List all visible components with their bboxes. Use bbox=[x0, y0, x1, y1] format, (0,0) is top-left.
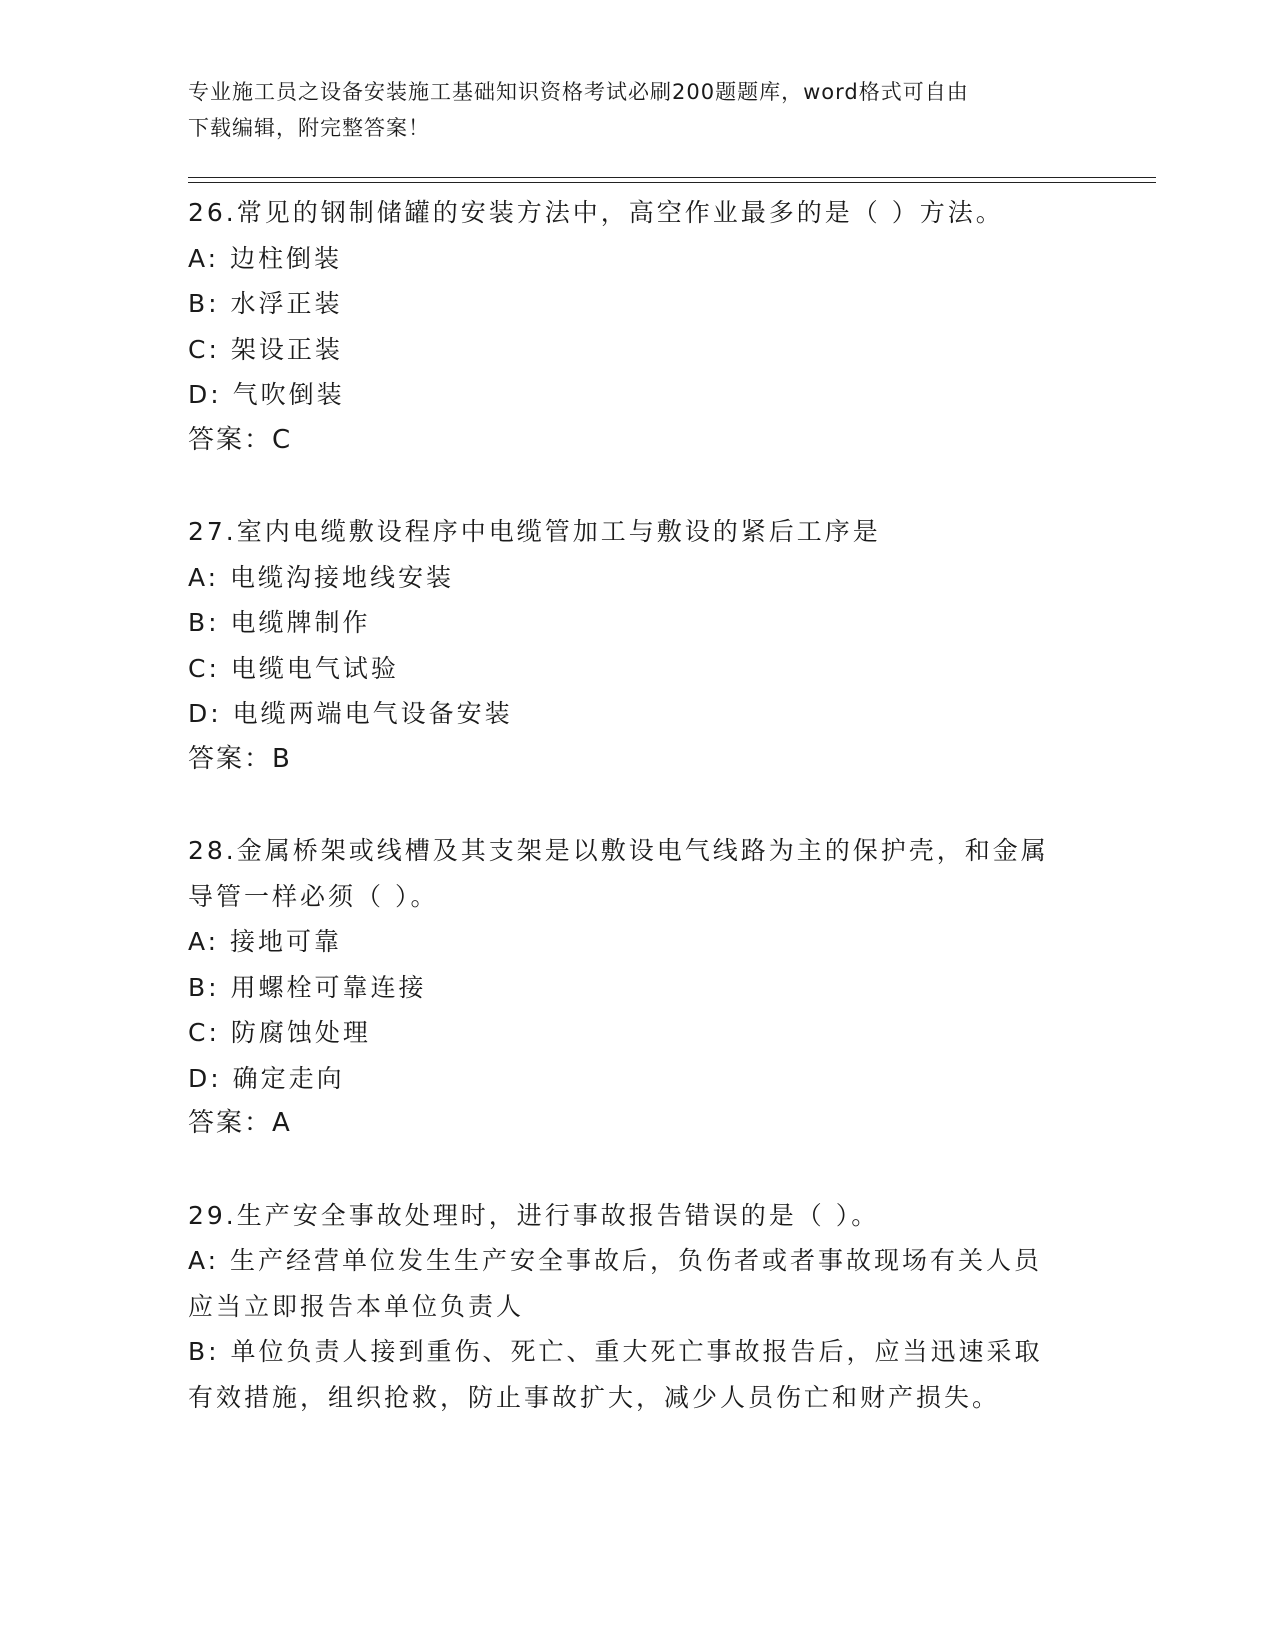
header-divider-bottom bbox=[188, 182, 1156, 183]
option-a: A: 电缆沟接地线安装 bbox=[188, 562, 455, 592]
question-26 bbox=[188, 190, 1068, 463]
question-text: 29.生产安全事故处理时，进行事故报告错误的是（ ）。 bbox=[188, 1200, 880, 1230]
option-b: B: 水浮正装 bbox=[188, 289, 343, 318]
option-d: D: 确定走向 bbox=[188, 1063, 345, 1093]
header-divider-top bbox=[188, 177, 1156, 178]
option-b: B: 用螺栓可靠连接 bbox=[188, 972, 427, 1002]
option-c: C: 电缆电气试验 bbox=[188, 653, 399, 683]
option-b-line-2: 有效措施，组织抢救，防止事故扩大，减少人员伤亡和财产损失。 bbox=[188, 1382, 1001, 1412]
question-text: 26.常见的钢制储罐的安装方法中，高空作业最多的是（ ）方法。 bbox=[188, 198, 1004, 227]
option-a: A: 边柱倒装 bbox=[188, 243, 343, 273]
option-c: C: 防腐蚀处理 bbox=[188, 1018, 371, 1047]
document-header bbox=[188, 74, 1068, 146]
answer: 答案：A bbox=[188, 1108, 292, 1138]
option-d: D: 电缆两端电气设备安装 bbox=[188, 699, 513, 728]
option-b: B: 电缆牌制作 bbox=[188, 608, 371, 637]
option-c: C: 架设正装 bbox=[188, 334, 343, 364]
option-a-line-2: 应当立即报告本单位负责人 bbox=[188, 1291, 525, 1321]
header-line-1: 专业施工员之设备安装施工基础知识资格考试必刷200题题库，word格式可自由 bbox=[188, 80, 969, 104]
question-text: 27.室内电缆敷设程序中电缆管加工与敷设的紧后工序是 bbox=[188, 517, 881, 546]
question-text-line-2: 导管一样必须（ ）。 bbox=[188, 881, 439, 911]
option-a: A: 接地可靠 bbox=[188, 927, 343, 956]
question-28 bbox=[188, 828, 1068, 1147]
question-list bbox=[188, 190, 1068, 1466]
option-d: D: 气吹倒装 bbox=[188, 380, 345, 409]
question-27 bbox=[188, 509, 1068, 782]
answer: 答案：C bbox=[188, 424, 293, 455]
option-b-line-1: B: 单位负责人接到重伤、死亡、重大死亡事故报告后，应当迅速采取 bbox=[188, 1337, 1043, 1366]
question-text-line-1: 28.金属桥架或线槽及其支架是以敷设电气线路为主的保护壳，和金属 bbox=[188, 836, 1049, 865]
answer: 答案：B bbox=[188, 743, 292, 774]
header-line-2: 下载编辑，附完整答案！ bbox=[188, 116, 430, 140]
question-29 bbox=[188, 1193, 1068, 1421]
option-a-line-1: A: 生产经营单位发生生产安全事故后，负伤者或者事故现场有关人员 bbox=[188, 1246, 1043, 1275]
